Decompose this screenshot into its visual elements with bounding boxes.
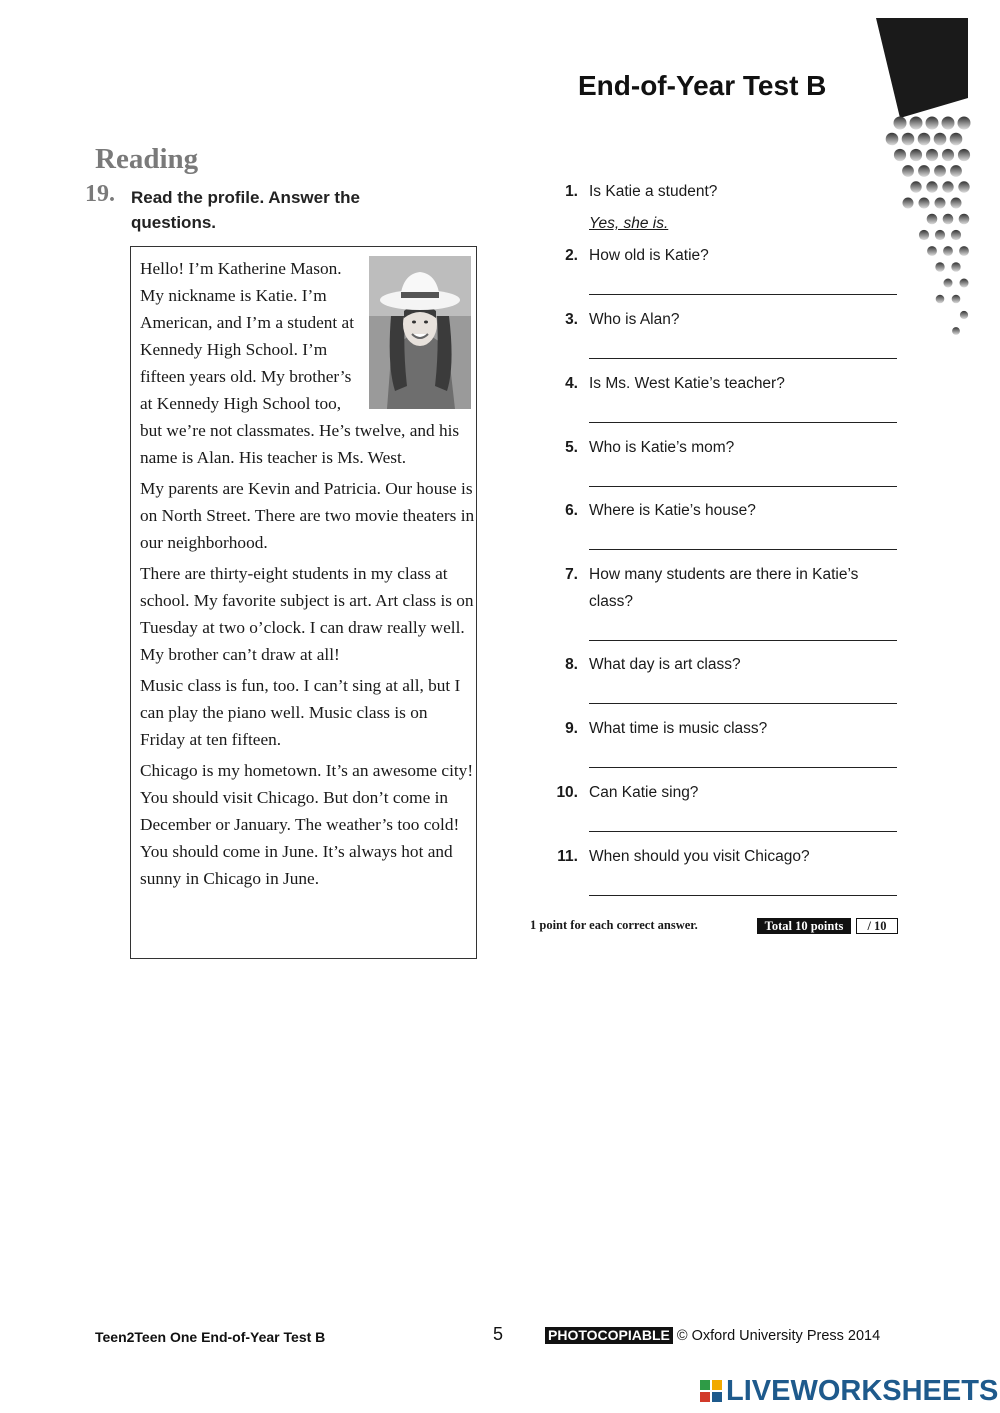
decor-dot xyxy=(958,117,971,130)
question-number: 3. xyxy=(565,311,578,328)
total-score-box: / 10 xyxy=(856,918,898,934)
decor-dot xyxy=(936,295,945,304)
question-text: Can Katie sing? xyxy=(589,784,699,801)
decor-dot xyxy=(910,149,922,161)
question-text: Is Ms. West Katie’s teacher? xyxy=(589,375,785,392)
decor-dot xyxy=(894,149,906,161)
copyright-text: © Oxford University Press 2014 xyxy=(676,1328,881,1344)
photocopiable-badge: PHOTOCOPIABLE xyxy=(545,1327,673,1344)
decor-dot xyxy=(910,117,923,130)
scoring-note: 1 point for each correct answer. xyxy=(530,918,698,932)
decor-dot xyxy=(958,149,970,161)
decor-dot xyxy=(894,117,907,130)
answer-line[interactable] xyxy=(589,640,897,641)
liveworksheets-logo-icon xyxy=(700,1380,722,1402)
decor-dot xyxy=(918,165,930,177)
exercise-number: 19. xyxy=(85,181,115,207)
question-text: Where is Katie’s house? xyxy=(589,502,756,519)
decor-dot xyxy=(959,246,969,256)
decor-dot xyxy=(944,279,953,288)
total-points-label: Total 10 points xyxy=(757,918,851,934)
profile-text xyxy=(140,255,475,896)
decor-dot xyxy=(952,327,960,335)
profile-paragraph: My parents are Kevin and Patricia. Our house is on North Street. There are two movie theaters in our neighborhood. xyxy=(140,479,475,552)
decor-dot xyxy=(902,165,914,177)
example-answer: Yes, she is. xyxy=(589,215,669,232)
decor-dot xyxy=(926,149,938,161)
answer-line[interactable] xyxy=(589,831,897,832)
decor-dot xyxy=(927,214,938,225)
question-text: What time is music class? xyxy=(589,720,768,737)
answer-line[interactable] xyxy=(589,486,897,487)
decor-dot xyxy=(903,198,914,209)
profile-paragraph: There are thirty-eight students in my class at school. My favorite subject is art. Art class is on Tuesday at two o’clock. I can draw really well. My brother can’t draw at all! xyxy=(140,564,474,664)
page-number: 5 xyxy=(493,1324,504,1344)
question-number: 10. xyxy=(556,784,578,801)
answer-line[interactable] xyxy=(589,549,897,550)
decor-dot xyxy=(919,198,930,209)
question-number: 11. xyxy=(557,848,578,865)
decor-dot xyxy=(951,262,960,271)
decor-dot xyxy=(926,181,937,192)
decor-dot xyxy=(910,181,921,192)
decor-dot xyxy=(943,214,954,225)
question-text: Is Katie a student? xyxy=(589,183,718,200)
decor-dot xyxy=(918,133,931,146)
decor-dot xyxy=(935,230,945,240)
question-text: When should you visit Chicago? xyxy=(589,848,810,865)
liveworksheets-watermark xyxy=(700,1374,998,1408)
decor-dot xyxy=(942,149,954,161)
question-number: 6. xyxy=(565,502,578,519)
decor-dot xyxy=(902,133,915,146)
question-number: 4. xyxy=(565,375,578,392)
question-text: Who is Katie’s mom? xyxy=(589,439,735,456)
question-number: 8. xyxy=(565,656,578,673)
question-number: 1. xyxy=(565,183,578,200)
decor-dot xyxy=(935,262,944,271)
profile-paragraph: Hello! I’m Katherine Mason. My nickname is Katie. I’m American, and I’m a student at Kennedy High School. I’m fifteen years old. My brother’s at Kennedy High School too, but we’re not classmates. He’s twelve, and his name is Alan. His teacher is Ms. West. xyxy=(140,259,460,467)
question-number: 5. xyxy=(565,439,578,456)
decor-dot xyxy=(943,246,953,256)
decor-dot xyxy=(935,198,946,209)
decor-dot xyxy=(934,165,946,177)
question-text: How old is Katie? xyxy=(589,247,709,264)
profile-paragraph: Chicago is my hometown. It’s an awesome city! You should visit Chicago. But don’t come in December or January. The weather’s too cold! You should come in June. It’s always hot and sunny in Chicago in June. xyxy=(140,761,474,888)
decor-dot xyxy=(926,117,939,130)
decor-dot xyxy=(942,117,955,130)
answer-line[interactable] xyxy=(589,294,897,295)
question-number: 2. xyxy=(565,247,578,264)
decor-dot xyxy=(952,295,961,304)
profile-paragraph: Music class is fun, too. I can’t sing at all, but I can play the piano well. Music class is on Friday at ten fifteen. xyxy=(140,676,461,749)
decor-dot xyxy=(951,230,961,240)
question-text: What day is art class? xyxy=(589,656,741,673)
decor-dot xyxy=(934,133,947,146)
footer-book-title: Teen2Teen One End-of-Year Test B xyxy=(95,1329,326,1345)
question-number: 7. xyxy=(565,566,578,583)
decor-dot xyxy=(886,133,899,146)
decor-dot xyxy=(960,279,969,288)
answer-line[interactable] xyxy=(589,895,897,896)
question-text: How many students are there in Katie’s class? xyxy=(589,566,859,610)
question-number: 9. xyxy=(565,720,578,737)
decor-dot xyxy=(927,246,937,256)
answer-line[interactable] xyxy=(589,767,897,768)
footer-copyright-line xyxy=(545,1327,880,1344)
decor-dot xyxy=(950,133,963,146)
test-title: End-of-Year Test B xyxy=(578,70,827,101)
decor-dot xyxy=(950,165,962,177)
exercise-instruction: Read the profile. Answer the questions. xyxy=(131,188,360,232)
liveworksheets-text: LIVEWORKSHEETS xyxy=(726,1374,999,1407)
question-text: Who is Alan? xyxy=(589,311,680,328)
answer-line[interactable] xyxy=(589,422,897,423)
decor-dot xyxy=(951,198,962,209)
section-title: Reading xyxy=(95,143,199,175)
answer-line[interactable] xyxy=(589,703,897,704)
answer-line[interactable] xyxy=(589,358,897,359)
decor-dot xyxy=(958,181,969,192)
decor-dot xyxy=(942,181,953,192)
decor-dot xyxy=(919,230,929,240)
decor-dot xyxy=(959,214,970,225)
decor-dot xyxy=(960,311,968,319)
